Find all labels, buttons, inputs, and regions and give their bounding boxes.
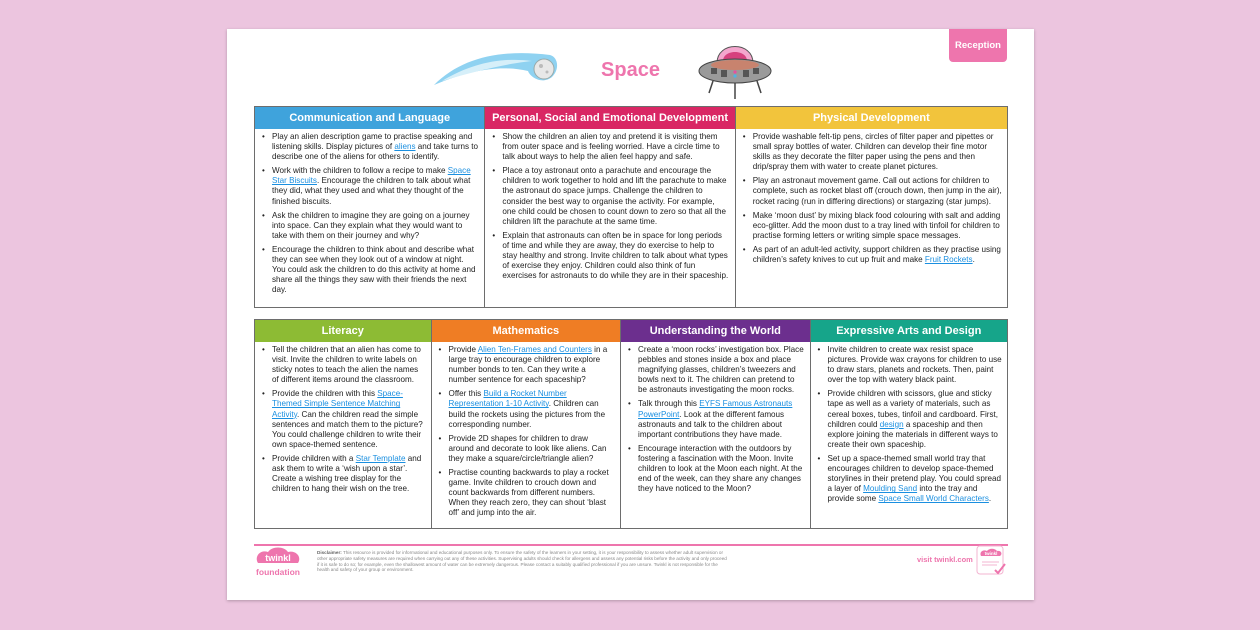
section-understanding [621,320,811,528]
resource-link[interactable]: Space Star Biscuits [272,166,471,186]
activity-item: • Invite children to create wax resist space pictures. Provide wax crayons for children to use to draw stars, planets and rockets. Then, paint over the top with watery black paint. [816,345,1002,385]
activity-item: • Work with the children to follow a recipe to make Space Star Biscuits. Encourage the children to talk about what they did, what they used and what they thought of the finished biscuits. [260,166,479,206]
section-mathematics [432,320,622,528]
section-psed [485,107,735,307]
activity-item: • Play an alien description game to practise speaking and listening skills. Display pictures of aliens and take turns to describe one of the aliens for others to identify. [260,132,479,162]
activity-item: • Encourage the children to think about and describe what they can see when they look out of a window at night. You could ask the children to do this activity at home and share all the things they saw with their friends the next day. [260,245,479,295]
resource-link[interactable]: EYFS Famous Astronauts PowerPoint [638,399,793,419]
activity-item: • Provide 2D shapes for children to draw around and decorate to look like aliens. Can they make a square/circle/triangle alien? [437,434,616,464]
activity-list [626,345,805,494]
disclaimer-text: Disclaimer: This resource is provided for informational and educational purposes only. To ensure the safety of the learners in your setting, it is your responsibility to assess whether adult supervision or other appropriate safety measures are required when carrying out any of these activities. Supervising adults should check for allergens and assess any potential risks before the activity and only proceed if it is safe to do so; for example, even the shallowest amount of water can be extremely dangerous. Please contact a suitably qualified professional if you are unsure. Twinkl is not responsible for the health and safety of your group or environment. [317,550,727,573]
activity-item: • Provide children with scissors, glue and sticky tape as well as a variety of materials, such as cereal boxes, tubes, tinfoil and cardboard. First, children could design a spaceship and then explore joining the materials in different ways to create their own spaceship. [816,389,1002,450]
section-expressive [811,320,1007,528]
activity-list [260,132,479,295]
activity-list [490,132,729,281]
resource-link[interactable]: Space-Themed Simple Sentence Matching Activity [272,389,403,419]
resource-link[interactable]: Fruit Rockets [924,255,973,265]
activity-item: • Set up a space-themed small world tray that encourages children to develop space-themed storylines in their pretend play. You could spread a layer of Moulding Sand into the tray and provide some Space Small World Characters. [816,454,1002,504]
activity-item: • As part of an adult-led activity, support children as they practise using children’s safety knives to cut up fruit and make Fruit Rockets. [741,245,1002,265]
activity-item: • Make ‘moon dust’ by mixing black food colouring with salt and adding eco-glitter. Add the moon dust to a tray lined with tinfoil for children to practise forming letters or writing simple space messages. [741,211,1002,241]
resource-link[interactable]: Build a Rocket Number Representation 1-10 Activity [448,389,567,409]
activity-item: • Provide Alien Ten-Frames and Counters in a large tray to encourage children to explore number bonds to ten. Can they write a number sentence for each spaceship? [437,345,616,385]
section-literacy [255,320,432,528]
activity-item: • Provide the children with this Space-Themed Simple Sentence Matching Activity. Can the children read the simple sentences and match them to the picture? You could challenge children to write their own space-themed sentence. [260,389,426,450]
section-heading: Mathematics [432,320,621,342]
section-heading: Understanding the World [621,320,810,342]
section-physical [736,107,1007,307]
page-title: Space [601,59,660,81]
visit-twinkl-link[interactable]: visit twinkl.com [917,555,973,564]
activity-list [437,345,616,519]
svg-text:twinkl: twinkl [265,553,291,563]
activity-item: • Explain that astronauts can often be in space for long periods of time and while they are away, they do exercise to help to stay healthy and strong. Invite children to talk about what types of exercise they enjoy. Children could also think of fun exercises for astronauts to do while they are in their spaceship. [490,231,729,281]
section-heading: Communication and Language [255,107,484,129]
resource-link[interactable]: Space Small World Characters [878,494,989,504]
section-heading: Literacy [255,320,431,342]
activity-item: • Place a toy astronaut onto a parachute and encourage the children to work together to hold and lift the parachute to make the astronaut do space jumps. Challenge the children to consider the best way to organise the activity. For example, one child could be chosen to count down to zero so that all the children lift the parachute at the same time. [490,166,729,227]
resource-link[interactable]: Alien Ten-Frames and Counters [477,345,592,354]
activity-item: • Offer this Build a Rocket Number Representation 1-10 Activity. Children can build the rockets using the pictures from the corresponding number. [437,389,616,429]
twinkl-foundation-logo [254,547,306,581]
section-heading: Personal, Social and Emotional Development [485,107,734,129]
resource-link[interactable]: Moulding Sand [863,484,918,494]
activity-item: • Encourage interaction with the outdoors by fostering a fascination with the Moon. Invite children to look at the Moon each night. At the end of the week, can they share any changes they have noticed to the Moon? [626,444,805,494]
activity-item: • Ask the children to imagine they are going on a journey into space. Can they explain what they would want to take with them on their journey and why? [260,211,479,241]
activity-item: • Tell the children that an alien has come to visit. Invite the children to write labels on sticky notes to teach the alien the names of different items around the classroom. [260,345,426,385]
document-page [227,29,1034,600]
ufo-icon [697,37,772,103]
resource-link[interactable]: aliens [394,142,416,152]
activity-list [741,132,1002,265]
activity-item: • Play an astronaut movement game. Call out actions for children to complete, such as rocket blast off (crouch down, then jump in the air), rocket racing (run in differing directions) or stargazing (star jumps). [741,176,1002,206]
quality-seal-icon [975,544,1007,576]
activity-item: • Create a ‘moon rocks’ investigation box. Place pebbles and stones inside a box and place magnifying glasses, children’s tweezers and bowls next to it. The children can pretend to be astronauts investigating the moon rocks. [626,345,805,395]
resource-link[interactable]: design [879,419,904,429]
activity-item: • Show the children an alien toy and pretend it is visiting them from outer space and is feeling worried. Have a circle time to talk about ways to help the alien feel happy and safe. [490,132,729,162]
svg-text:twinkl: twinkl [984,551,998,556]
resource-link[interactable]: Star Template [355,453,406,463]
section-communication [255,107,485,307]
age-badge: Reception [949,29,1007,62]
activity-item: • Provide children with a Star Template and ask them to write a ‘wish upon a star’. Create a wishing tree display for the children to hang their wish on the tree. [260,454,426,494]
activity-list [260,345,426,494]
activity-item: • Provide washable felt-tip pens, circles of filter paper and pipettes or small spray bottles of water. Children can develop their fine motor skills as they decorate the filter paper using the pens and then drip/spray them with water to create planet pictures. [741,132,1002,172]
footer-divider [254,544,1008,546]
section-heading: Expressive Arts and Design [811,320,1007,342]
areas-row-bottom [254,319,1008,529]
activity-item: • Talk through this EYFS Famous Astronauts PowerPoint. Look at the different famous astronauts and talk to the children about important contributions they have made. [626,399,805,439]
section-heading: Physical Development [736,107,1007,129]
svg-text:foundation: foundation [256,567,300,577]
activity-item: • Practise counting backwards to play a rocket game. Invite children to crouch down and count backwards from different numbers. When they reach zero, they can shout ‘blast off’ and jump into the air. [437,468,616,518]
activity-list [816,345,1002,504]
areas-row-top [254,106,1008,308]
